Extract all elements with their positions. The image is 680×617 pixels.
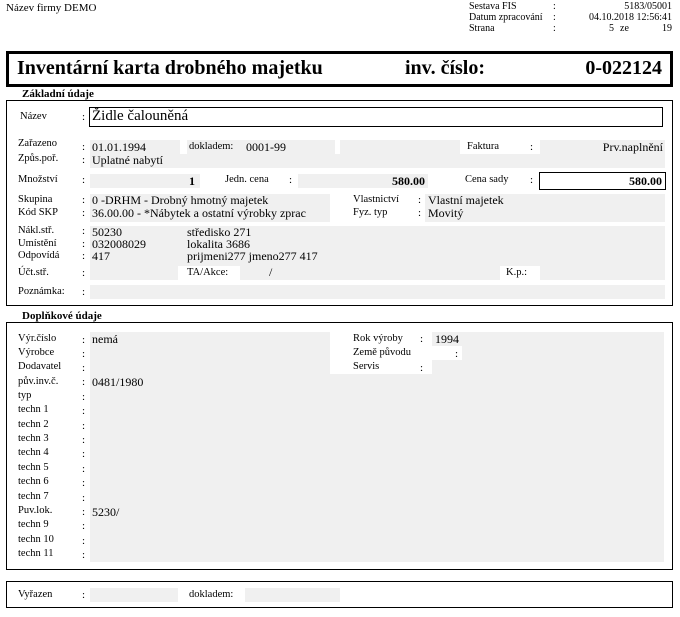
colon: : xyxy=(553,1,556,12)
colon: : xyxy=(82,492,86,504)
dokladem-value: 0001-99 xyxy=(246,140,286,154)
jedn-cena-label: Jedn. cena xyxy=(225,174,269,185)
nakl-str-name: středisko 271 xyxy=(187,225,252,239)
techn5-label: techn 5 xyxy=(18,462,49,473)
colon: : xyxy=(82,589,86,601)
nakl-str-value: 50230 xyxy=(92,225,122,239)
colon: : xyxy=(82,391,86,403)
mnozstvi-label: Množství xyxy=(18,174,58,185)
uct-str-label: Účt.stř. xyxy=(18,267,49,278)
colon: : xyxy=(82,207,86,219)
colon: : xyxy=(82,194,86,206)
techn10-label: techn 10 xyxy=(18,534,54,545)
basic-section-title: Základní údaje xyxy=(22,88,94,100)
colon: : xyxy=(82,348,86,360)
colon: : xyxy=(82,448,86,460)
zarazeno-value: 01.01.1994 xyxy=(92,140,146,154)
colon: : xyxy=(82,506,86,518)
colon: : xyxy=(82,434,86,446)
page-label: Strana xyxy=(469,23,495,34)
colon: : xyxy=(420,333,424,345)
colon: : xyxy=(82,174,86,186)
puv-inv-value: 0481/1980 xyxy=(92,375,144,389)
colon: : xyxy=(418,207,422,219)
techn3-label: techn 3 xyxy=(18,433,49,444)
vyrazen-label: Vyřazen xyxy=(18,589,53,600)
colon: : xyxy=(82,535,86,547)
techn2-label: techn 2 xyxy=(18,419,49,430)
kod-skp-value: 36.00.00 - *Nábytek a ostatní výrobky zprac xyxy=(92,206,306,220)
colon: : xyxy=(82,463,86,475)
vlastnictvi-label: Vlastnictví xyxy=(353,194,400,205)
cena-sady-value: 580.00 xyxy=(629,174,662,188)
skupina-value: 0 -DRHM - Drobný hmotný majetek xyxy=(92,193,269,207)
sestava-value: 5183/05001 xyxy=(624,1,672,12)
colon: : xyxy=(82,334,86,346)
vlastnictvi-value: Vlastní majetek xyxy=(428,193,504,207)
colon: : xyxy=(530,141,534,153)
servis-label: Servis xyxy=(353,361,380,372)
puv-lok-label: Puv.lok. xyxy=(18,505,53,516)
colon: : xyxy=(82,154,86,166)
dokladem-label: dokladem: xyxy=(189,141,234,152)
colon: : xyxy=(82,520,86,532)
colon: : xyxy=(553,12,556,23)
colon: : xyxy=(82,250,86,262)
company-name: Název firmy DEMO xyxy=(6,2,97,14)
colon: : xyxy=(82,267,86,279)
puv-lok-value: 5230/ xyxy=(92,505,120,519)
kp-label: K.p.: xyxy=(506,267,527,278)
date-label: Datum zpracování xyxy=(469,12,543,23)
mnozstvi-value: 1 xyxy=(189,174,195,188)
umisteni-name: lokalita 3686 xyxy=(187,237,250,251)
inv-number-value: 0-022124 xyxy=(585,57,662,79)
skupina-label: Skupina xyxy=(18,194,53,205)
odpovida-name: prijmeni277 jmeno277 417 xyxy=(187,249,318,263)
colon: : xyxy=(420,362,424,374)
page-title: Inventární karta drobného majetku xyxy=(17,57,323,79)
page-total: 19 xyxy=(662,23,672,34)
colon: : xyxy=(82,286,86,298)
vyrazen-dokladem-label: dokladem: xyxy=(189,589,234,600)
colon: : xyxy=(82,376,86,388)
zpusob-label: Způs.poř. xyxy=(18,153,59,164)
odpovida-label: Odpovídá xyxy=(18,250,60,261)
rok-vyroby-label: Rok výroby xyxy=(353,333,403,344)
rok-vyroby-value: 1994 xyxy=(435,332,459,346)
colon: : xyxy=(455,348,459,360)
extra-section-title: Doplňkové údaje xyxy=(22,310,102,322)
dodavatel-label: Dodavatel xyxy=(18,361,62,372)
inv-number-label: inv. číslo: xyxy=(405,57,486,79)
techn1-label: techn 1 xyxy=(18,404,49,415)
colon: : xyxy=(82,111,86,123)
colon: : xyxy=(553,23,556,34)
zpusob-value: Uplatné nabytí xyxy=(92,153,163,167)
techn4-label: techn 4 xyxy=(18,447,49,458)
jedn-cena-value: 580.00 xyxy=(392,174,425,188)
odpovida-value: 417 xyxy=(92,249,110,263)
faktura-value: Prv.naplnění xyxy=(602,140,663,154)
ta-akce-value: / xyxy=(269,265,273,279)
vyr-cislo-label: Výr.číslo xyxy=(18,333,57,344)
colon: : xyxy=(82,225,86,237)
umisteni-value: 032008029 xyxy=(92,237,146,251)
colon: : xyxy=(289,174,293,186)
page-number: 5 xyxy=(609,23,614,34)
sestava-label: Sestava FIS xyxy=(469,1,517,12)
vyrobce-label: Výrobce xyxy=(18,347,55,358)
umisteni-label: Umístění xyxy=(18,238,57,249)
colon: : xyxy=(82,477,86,489)
colon: : xyxy=(82,405,86,417)
kod-skp-label: Kód SKP xyxy=(18,207,58,218)
date-value: 04.10.2018 12:56:41 xyxy=(588,12,672,23)
faktura-label: Faktura xyxy=(467,141,500,152)
typ-label: typ xyxy=(18,390,32,401)
puv-inv-label: pův.inv.č. xyxy=(18,376,59,387)
colon: : xyxy=(530,174,534,186)
poznamka-label: Poznámka: xyxy=(18,286,65,297)
ta-akce-label: TA/Akce: xyxy=(187,267,229,278)
nakl-str-label: Nákl.stř. xyxy=(18,225,55,236)
colon: : xyxy=(82,141,86,153)
vyr-cislo-value: nemá xyxy=(92,332,118,346)
colon: : xyxy=(82,549,86,561)
colon: : xyxy=(82,362,86,374)
cena-sady-label: Cena sady xyxy=(465,174,509,185)
colon: : xyxy=(418,194,422,206)
fyz-typ-value: Movitý xyxy=(428,206,464,220)
colon: : xyxy=(82,238,86,250)
zarazeno-label: Zařazeno xyxy=(18,138,58,149)
zeme-puvodu-label: Země původu xyxy=(353,347,412,358)
nazev-label: Název xyxy=(20,111,47,122)
techn7-label: techn 7 xyxy=(18,491,49,502)
fyz-typ-label: Fyz. typ xyxy=(353,207,388,218)
techn9-label: techn 9 xyxy=(18,519,49,530)
techn6-label: techn 6 xyxy=(18,476,49,487)
techn11-label: techn 11 xyxy=(18,548,54,559)
colon: : xyxy=(82,420,86,432)
nazev-value: Židle čalouněná xyxy=(92,108,189,124)
page-of: ze xyxy=(620,23,629,34)
